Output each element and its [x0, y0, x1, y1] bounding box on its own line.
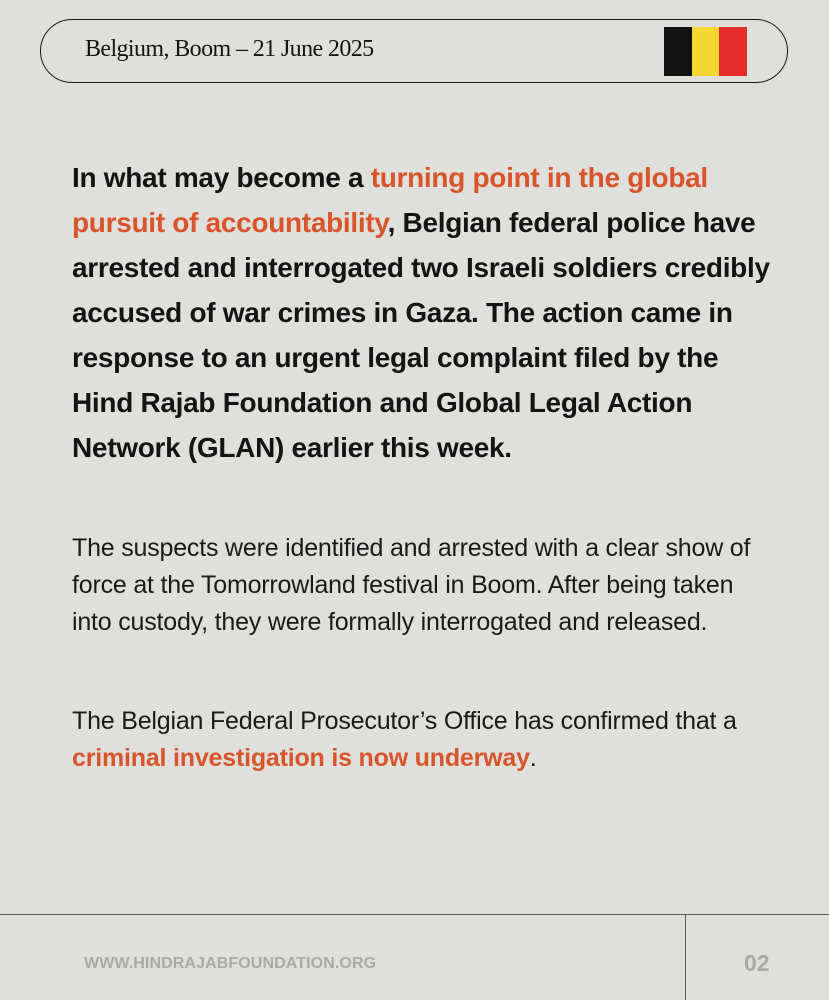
lead-text-end: , Belgian federal police have arrested and interrogated two Israeli soldiers credibly accused of war crimes in Gaza. The action came in response to an urgent legal complaint filed by the Hind Rajab Foundation and Global Legal Action Network (GLAN) earlier this week. [72, 207, 770, 463]
footer-divider [0, 914, 829, 915]
body-paragraph-2 [72, 703, 772, 777]
lead-text-start: In what may become a [72, 162, 371, 193]
flag-stripe-black [664, 27, 692, 76]
lead-paragraph [72, 155, 772, 470]
footer-vertical-divider [685, 914, 686, 1000]
location-date-title: Belgium, Boom – 21 June 2025 [85, 36, 374, 62]
paragraph-2-highlight: criminal investigation is now underway [72, 744, 530, 772]
flag-stripe-red [719, 27, 747, 76]
paragraph-2-text-start: The Belgian Federal Prosecutor’s Office has confirmed that a [72, 707, 737, 735]
header-pill [40, 19, 788, 83]
page-number: 02 [744, 950, 770, 976]
paragraph-2-text-end: . [529, 744, 537, 772]
lead-highlight: turning point in the global pursuit of accountability [72, 162, 708, 238]
flag-stripe-yellow [692, 27, 720, 76]
footer-website-url[interactable]: WWW.HINDRAJABFOUNDATION.ORG [84, 955, 377, 972]
belgian-flag-icon [664, 27, 747, 76]
body-paragraph-1: The suspects were identified and arrested with a clear show of force at the Tomorrowland festival in Boom. After being taken into custody, they were formally interrogated and released. [72, 534, 751, 636]
